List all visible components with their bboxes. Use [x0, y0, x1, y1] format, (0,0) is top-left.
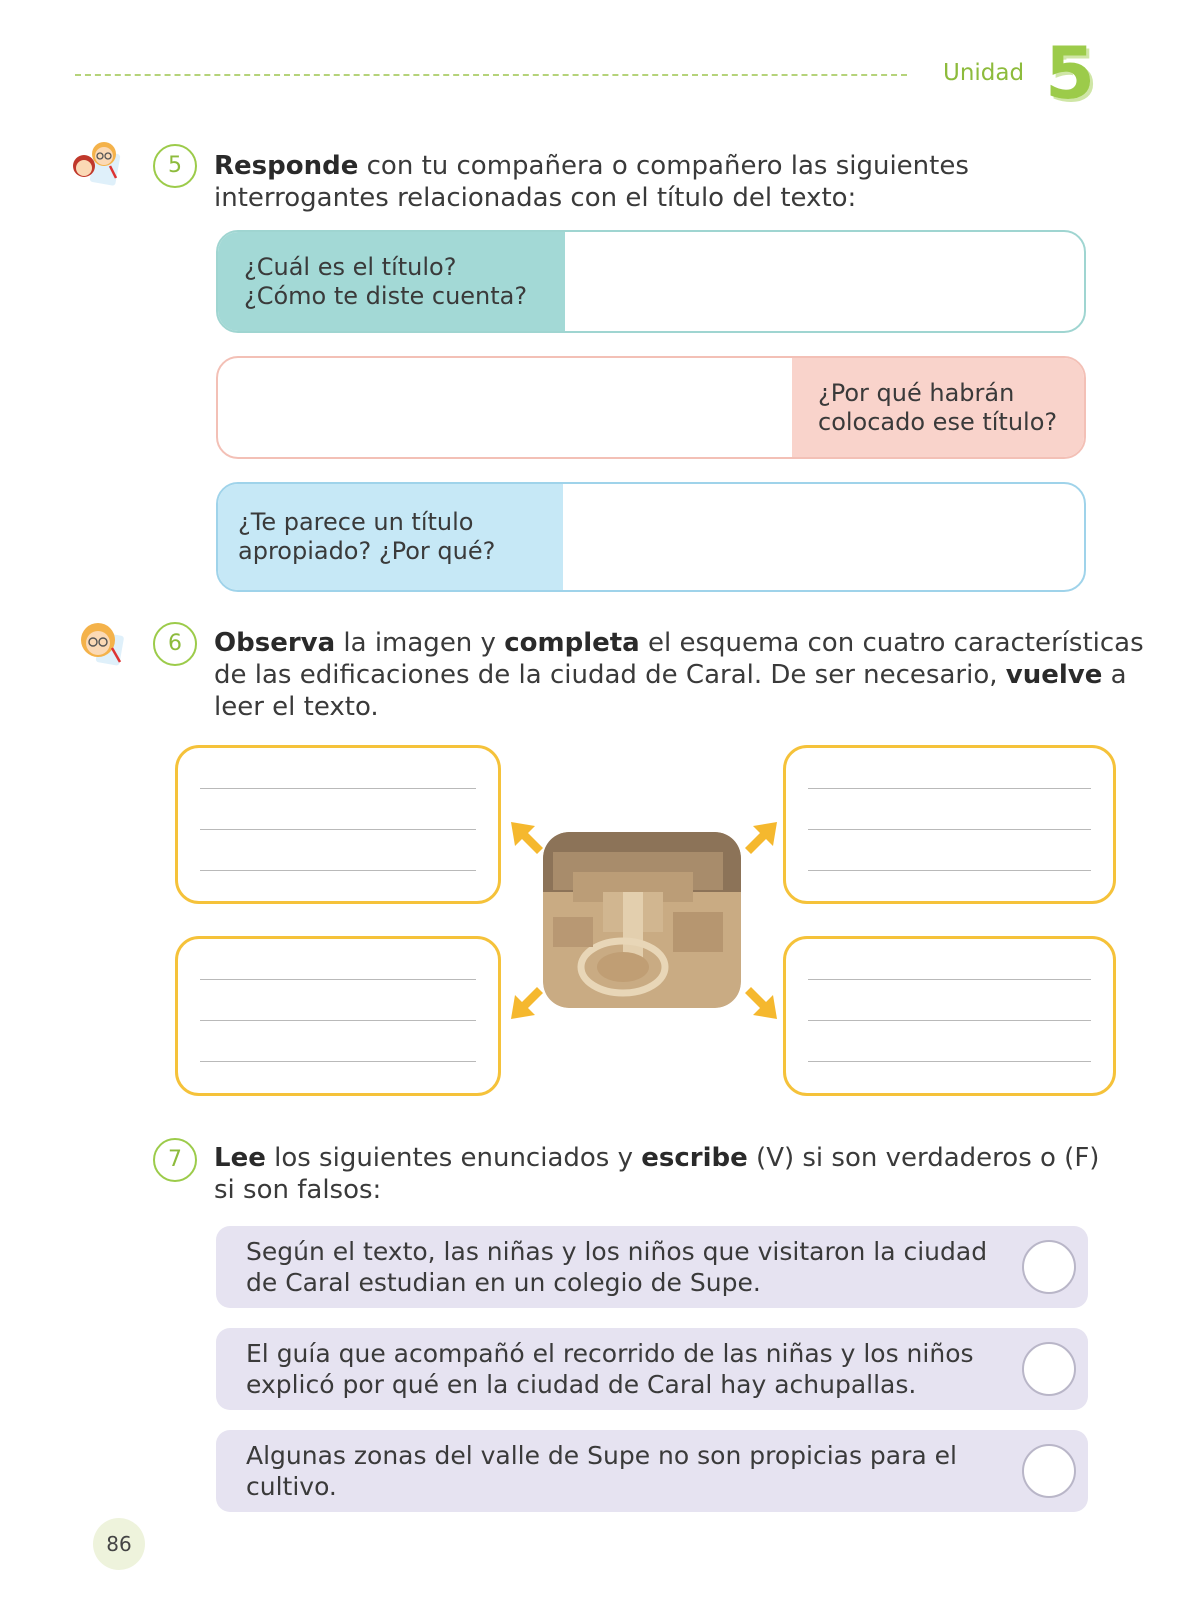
q5-box2-question	[792, 358, 1084, 457]
q5-box2-line1: ¿Por qué habrán	[818, 378, 1015, 407]
statement-1-text	[246, 1236, 1006, 1298]
q6-bold-vuelve: vuelve	[1005, 660, 1103, 690]
q5-box3-question	[218, 484, 563, 590]
statement-3-line1: Algunas zonas del valle de Supe no son propicias para el	[246, 1441, 957, 1470]
pair-work-icon	[70, 138, 124, 188]
q6-line2-a: de las edificaciones de la ciudad de Caral. De ser necesario,	[214, 660, 1006, 690]
q7-text-2: (V) si son verdaderos o (F)	[747, 1143, 1100, 1173]
question-number-5: 5	[153, 144, 197, 188]
q5-instruction	[214, 150, 1114, 214]
q5-box2-line2: colocado ese título?	[818, 407, 1058, 436]
writing-box-top-right[interactable]	[783, 745, 1116, 904]
q6-line2-b: a	[1102, 660, 1127, 690]
arrow-down-left-icon	[509, 985, 545, 1021]
statement-row-1	[216, 1226, 1088, 1308]
page-number: 86	[93, 1518, 145, 1570]
q5-answer-box-1[interactable]	[216, 230, 1086, 333]
answer-circle-2[interactable]	[1022, 1342, 1076, 1396]
answer-circle-1[interactable]	[1022, 1240, 1076, 1294]
question-number-6: 6	[153, 622, 197, 666]
statement-1-line1: Según el texto, las niñas y los niños que visitaron la ciudad	[246, 1237, 988, 1266]
statement-2-text	[246, 1338, 1006, 1400]
header-dashed-line	[75, 74, 907, 76]
individual-work-icon	[74, 618, 128, 668]
q6-line3: leer el texto.	[214, 692, 379, 722]
caral-aerial-photo	[543, 832, 741, 1008]
unit-label: Unidad	[943, 60, 1025, 86]
q6-instruction	[214, 627, 1144, 723]
q7-bold-lee: Lee	[214, 1143, 266, 1173]
statement-3-text	[246, 1440, 1006, 1502]
writing-box-top-left[interactable]	[175, 745, 501, 904]
statement-row-3	[216, 1430, 1088, 1512]
question-number-7: 7	[153, 1138, 197, 1182]
q5-box1-line1: ¿Cuál es el título?	[244, 252, 457, 281]
writing-box-bottom-right[interactable]	[783, 936, 1116, 1096]
q5-box1-line2: ¿Cómo te diste cuenta?	[244, 281, 528, 310]
q6-text-2: el esquema con cuatro características	[639, 628, 1144, 658]
q6-text-1: la imagen y	[335, 628, 505, 658]
q6-bold-completa: completa	[504, 628, 640, 658]
writing-box-bottom-left[interactable]	[175, 936, 501, 1096]
arrow-down-right-icon	[743, 985, 779, 1021]
statement-1-line2: de Caral estudian en un colegio de Supe.	[246, 1268, 761, 1297]
q5-bold-verb: Responde	[214, 151, 359, 181]
q5-box3-line2: apropiado? ¿Por qué?	[238, 537, 496, 565]
q7-bold-escribe: escribe	[641, 1143, 748, 1173]
statement-2-line2: explicó por qué en la ciudad de Caral hay achupallas.	[246, 1370, 917, 1399]
statement-2-line1: El guía que acompañó el recorrido de las niñas y los niños	[246, 1339, 974, 1368]
q5-line2: interrogantes relacionadas con el título del texto:	[214, 183, 857, 213]
q7-instruction	[214, 1142, 1114, 1206]
arrow-up-right-icon	[743, 820, 779, 856]
q5-answer-box-2[interactable]	[216, 356, 1086, 459]
statement-3-line2: cultivo.	[246, 1472, 337, 1501]
q6-bold-observa: Observa	[214, 628, 336, 658]
answer-circle-3[interactable]	[1022, 1444, 1076, 1498]
q5-answer-box-3[interactable]	[216, 482, 1086, 592]
q7-line2: si son falsos:	[214, 1175, 382, 1205]
statement-row-2	[216, 1328, 1088, 1410]
arrow-up-left-icon	[509, 820, 545, 856]
q5-box3-line1: ¿Te parece un título	[238, 508, 474, 536]
q5-box1-question	[218, 232, 565, 331]
q5-line1: con tu compañera o compañero las siguientes	[358, 151, 969, 181]
q7-text-1: los siguientes enunciados y	[265, 1143, 642, 1173]
unit-number-badge: 5	[1044, 31, 1096, 115]
